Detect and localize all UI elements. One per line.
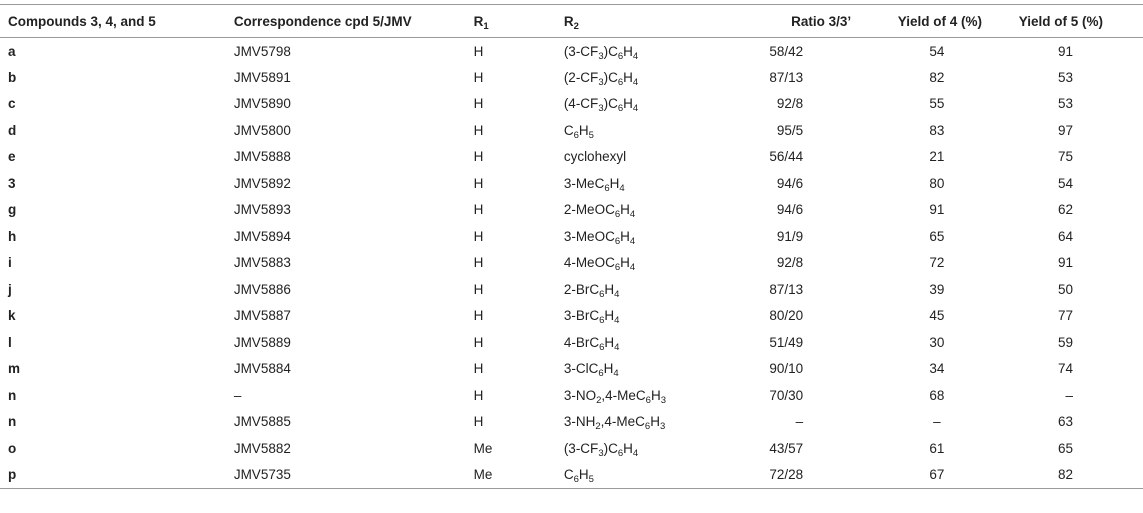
table-row — [0, 117, 1143, 144]
r2-cell: $3-ClC_6H_4$ — [563, 361, 619, 380]
compound-id-cell: n — [8, 387, 17, 403]
header-ratio: Ratio 3/3’ — [716, 5, 869, 38]
header-correspondence: Correspondence cpd 5/JMV — [226, 5, 466, 38]
compound-table — [0, 4, 1143, 489]
yield-4-cell: 82 — [929, 69, 945, 85]
r2-cell: $C_6H_5$ — [563, 122, 594, 141]
r1-cell: Me — [466, 462, 556, 489]
jmv-cell: JMV5894 — [233, 228, 291, 244]
r1-cell: H — [473, 387, 484, 403]
r2-cell: $3-BrC_6H_4$ — [563, 308, 620, 327]
r2-cell: $2-MeOC_6H_4$ — [563, 202, 636, 221]
yield-4-cell: 21 — [929, 149, 945, 165]
ratio-cell: 58/42 — [769, 43, 804, 59]
jmv-cell: JMV5883 — [233, 255, 291, 271]
yield-4-cell: 34 — [929, 361, 945, 377]
compound-id-cell: i — [8, 255, 12, 271]
r2-cell: $3-NH_2,4-MeC_6H_3$ — [563, 414, 666, 433]
compound-id-cell: e — [8, 149, 16, 165]
ratio-cell: 95/5 — [776, 122, 804, 138]
ratio-cell: 80/20 — [769, 308, 804, 324]
compound-id-cell: m — [8, 361, 21, 377]
table-row — [0, 303, 1143, 330]
compound-id-cell: h — [8, 228, 17, 244]
r1-cell: H — [473, 308, 484, 324]
table-row — [0, 223, 1143, 250]
yield-5-cell: 91 — [1057, 255, 1073, 271]
compound-id-cell: n — [8, 414, 17, 430]
r1-cell: H — [473, 69, 484, 85]
r2-cell: $C_6H_5$ — [556, 462, 716, 489]
r1-cell: H — [473, 255, 484, 271]
r1-cell: H — [473, 228, 484, 244]
ratio-cell: 87/13 — [769, 281, 804, 297]
r1-cell: Me — [473, 440, 493, 456]
table-row — [0, 462, 1143, 489]
table-row — [0, 144, 1143, 171]
compound-id-cell: o — [8, 440, 17, 456]
r2-cell: $(3-CF_3)C_6H_4$ — [563, 43, 639, 62]
r1-cell: H — [473, 202, 484, 218]
yield-5-cell: 64 — [1057, 228, 1073, 244]
r2-cell: $4-BrC_6H_4$ — [563, 334, 620, 353]
ratio-cell: 56/44 — [769, 149, 804, 165]
compound-id-cell: j — [8, 281, 12, 297]
jmv-cell: JMV5798 — [233, 43, 291, 59]
yield-4-cell: 55 — [929, 96, 945, 112]
yield-5-cell: – — [1065, 387, 1073, 403]
yield-4-cell: 91 — [929, 202, 945, 218]
r2-cell: $(4-CF_3)C_6H_4$ — [563, 96, 639, 115]
table-row — [0, 276, 1143, 303]
yield-5-cell: 74 — [1057, 361, 1073, 377]
yield-5-cell: 53 — [1057, 96, 1073, 112]
compound-id-cell: a — [8, 43, 16, 59]
header-r2-text: $R_2$ — [563, 13, 579, 32]
ratio-cell: 94/6 — [776, 202, 804, 218]
ratio-cell: – — [795, 414, 804, 430]
r1-cell: H — [473, 334, 484, 350]
r1-cell: H — [473, 122, 484, 138]
jmv-cell: JMV5893 — [233, 202, 291, 218]
table-row — [0, 91, 1143, 118]
table-row — [0, 170, 1143, 197]
table-row — [0, 64, 1143, 91]
jmv-cell: JMV5800 — [233, 122, 291, 138]
jmv-cell: JMV5884 — [233, 361, 291, 377]
table-body — [0, 38, 1143, 489]
table-row — [0, 409, 1143, 436]
table-row — [0, 435, 1143, 462]
r1-cell: H — [473, 281, 484, 297]
ratio-cell: 70/30 — [769, 387, 804, 403]
jmv-cell: JMV5882 — [233, 440, 291, 456]
ratio-cell: 43/57 — [769, 440, 804, 456]
yield-4-cell: 45 — [929, 308, 945, 324]
table-row — [0, 382, 1143, 409]
yield-4-cell: – — [933, 414, 941, 430]
yield-4-cell: 68 — [929, 387, 945, 403]
jmv-cell: JMV5889 — [233, 334, 291, 350]
jmv-cell: JMV5886 — [233, 281, 291, 297]
r2-cell: $4-MeOC_6H_4$ — [563, 255, 636, 274]
jmv-cell: JMV5885 — [233, 414, 291, 430]
jmv-cell: JMV5887 — [233, 308, 291, 324]
r2-cell: $2-BrC_6H_4$ — [563, 281, 620, 300]
header-yield-4: Yield of 4 (%) — [869, 5, 1011, 38]
jmv-cell: JMV5735 — [226, 462, 466, 489]
yield-5-cell: 75 — [1057, 149, 1073, 165]
yield-4-cell: 80 — [929, 175, 945, 191]
table-row — [0, 197, 1143, 224]
compound-id-cell: b — [8, 69, 17, 85]
compound-id-cell: g — [8, 202, 17, 218]
header-compounds: Compounds 3, 4, and 5 — [0, 5, 226, 38]
ratio-cell: 51/49 — [769, 334, 804, 350]
header-yield-5: Yield of 5 (%) — [1011, 5, 1143, 38]
compound-id-cell: l — [8, 334, 12, 350]
compound-id-cell: p — [0, 462, 226, 489]
compound-id-cell: k — [8, 308, 16, 324]
ratio-cell: 72/28 — [716, 462, 869, 489]
yield-5-cell: 53 — [1057, 69, 1073, 85]
r1-cell: H — [473, 43, 484, 59]
yield-4-cell: 83 — [929, 122, 945, 138]
jmv-cell: JMV5891 — [233, 69, 291, 85]
yield-5-cell: 82 — [1011, 462, 1143, 489]
table-row — [0, 250, 1143, 277]
compound-id-cell: 3 — [8, 175, 16, 191]
yield-4-cell: 72 — [929, 255, 945, 271]
jmv-cell: JMV5892 — [233, 175, 291, 191]
table-row — [0, 38, 1143, 65]
ratio-cell: 92/8 — [776, 255, 804, 271]
jmv-cell: JMV5888 — [233, 149, 291, 165]
yield-5-cell: 65 — [1057, 440, 1073, 456]
ratio-cell: 92/8 — [776, 96, 804, 112]
r1-cell: H — [473, 149, 484, 165]
header-r1 — [466, 5, 556, 38]
yield-4-cell: 30 — [929, 334, 945, 350]
r2-cell: $(3-CF_3)C_6H_4$ — [563, 440, 639, 459]
r2-cell: $3-NO_2,4-MeC_6H_3$ — [563, 387, 666, 406]
r2-cell: $3-MeC_6H_4$ — [563, 175, 625, 194]
yield-5-cell: 97 — [1057, 122, 1073, 138]
table-row — [0, 356, 1143, 383]
r1-cell: H — [473, 96, 484, 112]
yield-5-cell: 63 — [1057, 414, 1073, 430]
ratio-cell: 87/13 — [769, 69, 804, 85]
yield-5-cell: 50 — [1057, 281, 1073, 297]
jmv-cell: – — [233, 387, 242, 403]
r2-cell: $3-MeOC_6H_4$ — [563, 228, 636, 247]
yield-4-cell: 39 — [929, 281, 945, 297]
table-row — [0, 329, 1143, 356]
jmv-cell: JMV5890 — [233, 96, 291, 112]
yield-4-cell: 65 — [929, 228, 945, 244]
yield-5-cell: 54 — [1057, 175, 1073, 191]
ratio-cell: 94/6 — [776, 175, 804, 191]
table-header — [0, 5, 1143, 38]
yield-4-cell: 67 — [869, 462, 1011, 489]
ratio-cell: 90/10 — [769, 361, 804, 377]
yield-5-cell: 62 — [1057, 202, 1073, 218]
yield-5-cell: 59 — [1057, 334, 1073, 350]
compound-id-cell: d — [8, 122, 17, 138]
yield-5-cell: 91 — [1057, 43, 1073, 59]
yield-4-cell: 61 — [929, 440, 945, 456]
r2-cell: cyclohexyl — [563, 149, 627, 165]
header-r1-text: $R_1$ — [473, 13, 489, 32]
r1-cell: H — [473, 361, 484, 377]
r2-cell: $(2-CF_3)C_6H_4$ — [563, 69, 639, 88]
header-r2 — [556, 5, 716, 38]
r1-cell: H — [473, 175, 484, 191]
ratio-cell: 91/9 — [776, 228, 804, 244]
yield-4-cell: 54 — [929, 43, 945, 59]
r1-cell: H — [473, 414, 484, 430]
compound-id-cell: c — [8, 96, 16, 112]
yield-5-cell: 77 — [1057, 308, 1073, 324]
header-row — [0, 5, 1143, 38]
